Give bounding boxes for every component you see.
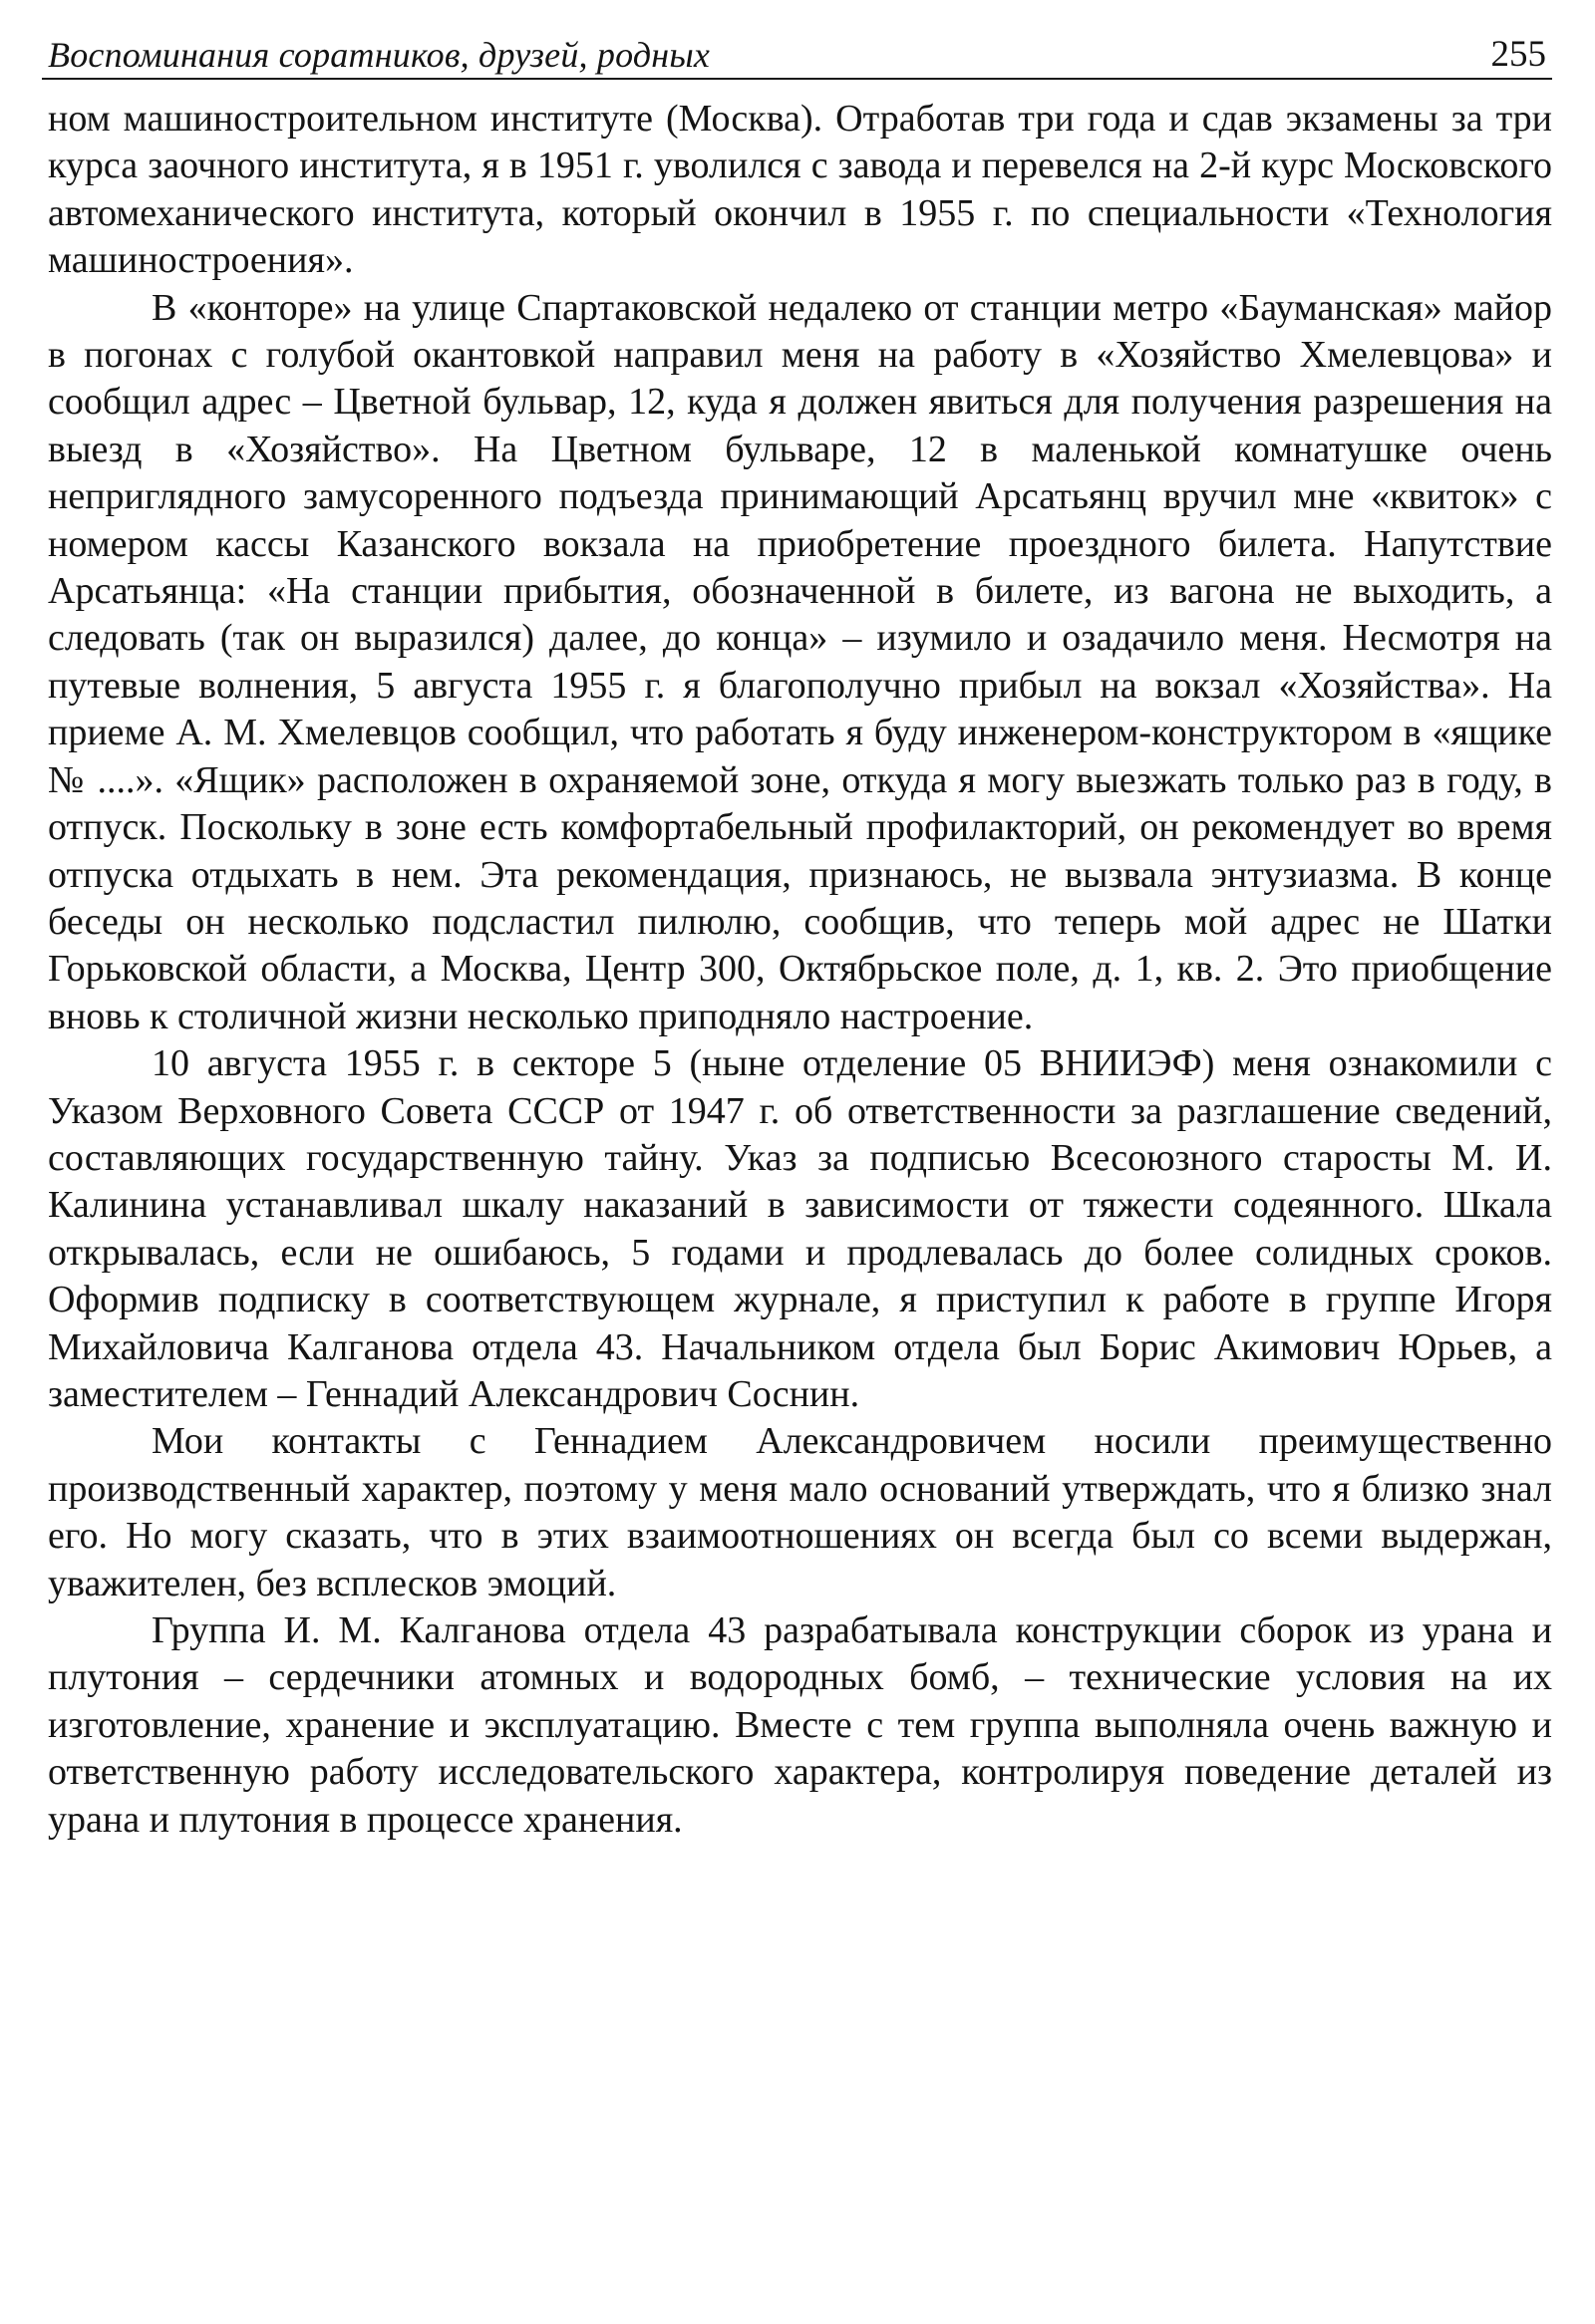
book-page	[42, 22, 1552, 2304]
paragraph-3: 10 августа 1955 г. в секторе 5 (ныне отделение 05 ВНИИЭФ) меня ознакомили с Указом Верховного Совета СССР от 1947 г. об ответственности за разглашение сведений, составляющих государственную тайну. Указ за подписью Всесоюзного старосты М. И. Калинина устанавливал шкалу наказаний в зависимости от тяжести содеянного. Шкала открывалась, если не ошибаюсь, 5 годами и продлевалась до более солидных сроков. Оформив подписку в соответствующем журнале, я приступил к работе в группе Игоря Михайловича Калганова отдела 43. Начальником отдела был Борис Акимович Юрьев, а заместителем – Геннадий Александрович Соснин.	[48, 1042, 1552, 1415]
paragraph-2: В «конторе» на улице Спартаковской недалеко от станции метро «Бауманская» майор в погонах с голубой окантовкой направил меня на работу в «Хозяйство Хмелевцова» и сообщил адрес – Цветной бульвар, 12, куда я должен явиться для получения разрешения на выезд в «Хозяйство». На Цветном бульваре, 12 в маленькой комнатушке очень неприглядного замусоренного подъезда принимающий Арсатьянц вручил мне «квиток» с номером кассы Казанского вокзала на приобретение проездного билета. Напутствие Арсатьянца: «На станции прибытия, обозначенной в билете, из вагона не выходить, а следовать (так он выразился) далее, до конца» – изумило и озадачило меня. Несмотря на путевые волнения, 5 августа 1955 г. я благополучно прибыл на вокзал «Хозяйства». На приеме А. М. Хмелевцов сообщил, что работать я буду инженером-конструктором в «ящике № ....». «Ящик» расположен в охраняемой зоне, откуда я могу выезжать только раз в году, в отпуск. Поскольку в зоне есть комфортабельный профилакторий, он рекомендует во время отпуска отдыхать в нем. Эта рекомендация, признаюсь, не вызвала энтузиазма. В конце беседы он несколько подсластил пилюлю, сообщив, что теперь мой адрес не Шатки Горьковской области, а Москва, Центр 300, Октябрьское поле, д. 1, кв. 2. Это приобщение вновь к столичной жизни несколько приподняло настроение.	[48, 286, 1552, 1037]
body-text	[42, 96, 1552, 1844]
running-title: Воспоминания соратников, друзей, родных	[48, 35, 711, 75]
running-header	[42, 22, 1552, 80]
paragraph-1: ном машиностроительном институте (Москва). Отработав три года и сдав экзамены за три курса заочного института, я в 1951 г. уволился с завода и перевелся на 2-й курс Московского автомеханического института, который окончил в 1955 г. по специальности «Технология машиностроения».	[48, 98, 1552, 282]
paragraph-5: Группа И. М. Калганова отдела 43 разрабатывала конструкции сборок из урана и плутония – сердечники атомных и водородных бомб, – технические условия на их изготовление, хранение и эксплуатацию. Вместе с тем группа выполняла очень важную и ответственную работу исследовательского характера, контролируя поведение деталей из урана и плутония в процессе хранения.	[48, 1609, 1552, 1841]
paragraph-4: Мои контакты с Геннадием Александровичем носили преимущественно производственный характер, поэтому у меня мало оснований утверждать, что я близко знал его. Но могу сказать, что в этих взаимоотношениях он всегда был со всеми выдержан, уважителен, без всплесков эмоций.	[48, 1420, 1552, 1604]
page-number: 255	[1490, 34, 1546, 75]
